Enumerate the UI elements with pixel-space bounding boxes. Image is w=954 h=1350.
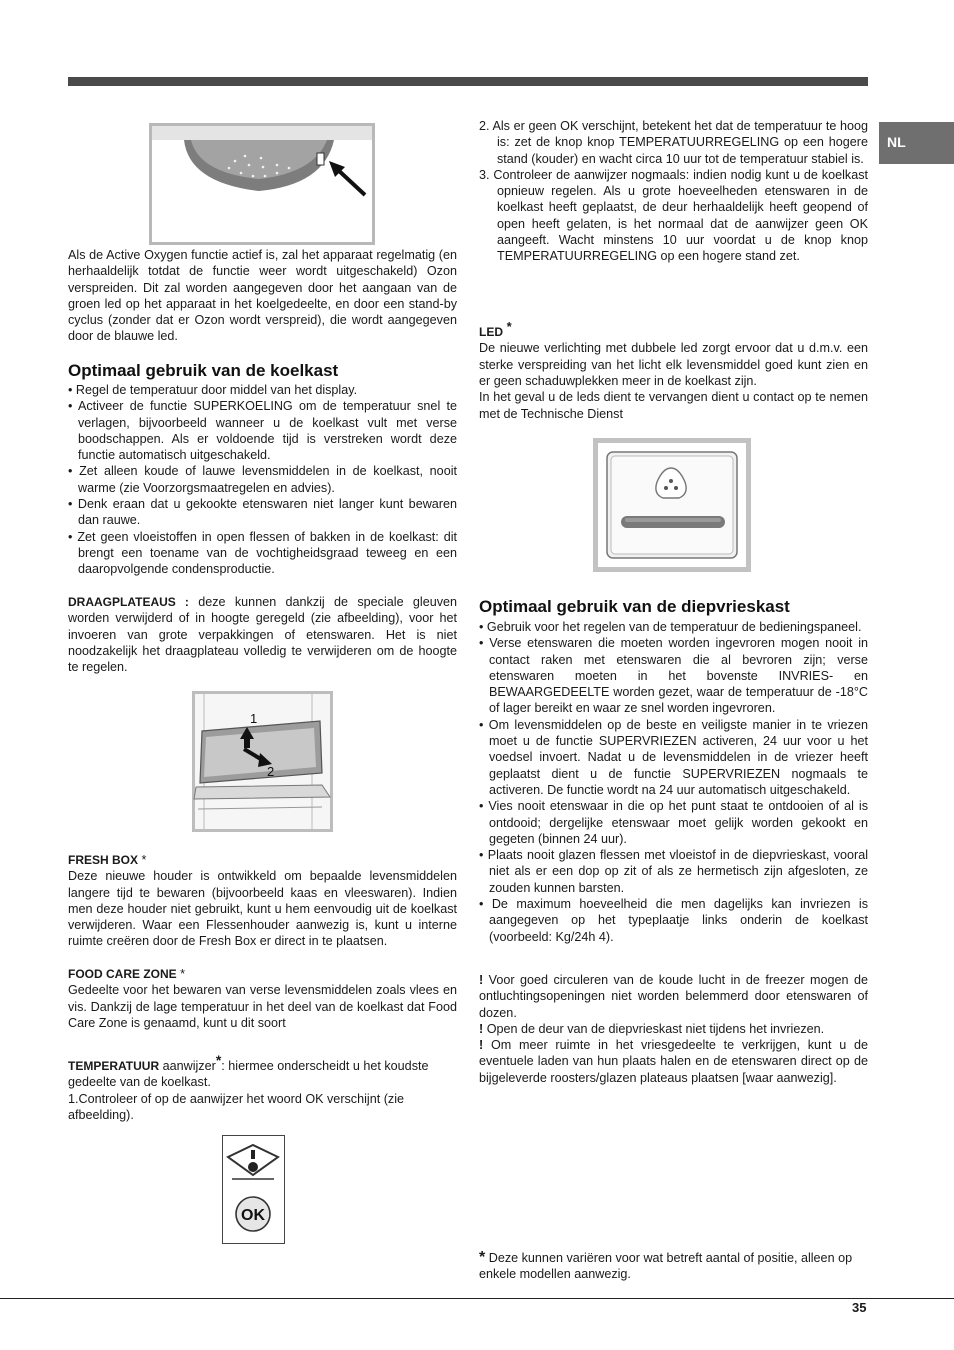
step-text: Als er geen OK verschijnt, betekent het dat de temperatuur te hoog is: zet de knop knop TEMPERATUURREGELING op een hogere stand (kouder) en wacht circa 10 uur tot de temperatuur stabiel is. bbox=[492, 119, 869, 166]
led-light-image bbox=[593, 438, 751, 572]
fridge-bullet: • Zet alleen koude of lauwe levensmiddelen in de koelkast, nooit warme (zie Voorzorgsmaatregelen en advies). bbox=[68, 464, 457, 495]
temperature-text-b: : hiermee onderscheidt u het koudste gedeelte van de koelkast. bbox=[68, 1059, 429, 1090]
step-text: Controleer de aanwijzer nogmaals: indien nodig kunt u de koelkast opnieuw regelen. Als u grote hoeveelheden etenswaren in de koelkast heeft geplaatst, de deur herhaaldelijk heeft geopend of open heeft gelaten, is het normaal dat de aanwijzer geen OK aangeeft. Wacht minstens 10 uur voordat u de knop knop TEMPERATUURREGELING op een hogere stand zet. bbox=[493, 167, 869, 264]
step-number: 3. bbox=[479, 167, 490, 182]
shelves-paragraph bbox=[68, 594, 457, 675]
warning-mark: ! bbox=[479, 1038, 484, 1053]
fridge-bullet: • Regel de temperatuur door middel van het display. bbox=[68, 383, 358, 397]
temperature-text-a: aanwijzer bbox=[159, 1059, 216, 1074]
temperature-step-3 bbox=[479, 167, 868, 265]
food-care-label: FOOD CARE ZONE bbox=[68, 967, 177, 981]
freezer-bullet: • Gebruik voor het regelen van de temperatuur de bedieningspaneel. bbox=[479, 620, 862, 634]
temperature-step-1: 1.Controleer of op de aanwijzer het woord OK verschijnt (zie afbeelding). bbox=[68, 1091, 404, 1123]
fridge-bullet: • Zet geen vloeistoffen in open flessen of bakken in de koelkast: dit brengt een toename van de vochtigheidsgraad teweeg en een daaropvolgende condensproductie. bbox=[68, 529, 457, 577]
temperature-label: TEMPERATUUR bbox=[68, 1059, 160, 1074]
footnote bbox=[479, 1250, 868, 1283]
warning-1 bbox=[479, 972, 868, 1021]
freezer-bullet: • Vies nooit etenswaar in die op het punt staat te ontdooien of al is ontdooid; dergelijke etenswaar moet gelijk worden gekookt en gegeten (binnen 24 uur). bbox=[479, 799, 868, 846]
warning-mark: ! bbox=[479, 973, 484, 987]
led-text: De nieuwe verlichting met dubbele led zorgt ervoor dat u d.m.v. een sterke verspreiding van het licht elk levensmiddel goed kunt zien en er geen schaduwplekken meer in de koelkast zijn. bbox=[479, 341, 868, 389]
freezer-bullet: • De maximum hoeveelheid die men dagelijks kan invriezen is aangegeven op het typeplaatje links onderin de koelkast (voorbeeld: Kg/24h 4). bbox=[479, 897, 868, 944]
fresh-box-text: Deze nieuwe houder is ontwikkeld om bepaalde levensmiddelen langere tijd te bewaren (bijvoorbeeld kaas en vleeswaren). Indien men deze houder niet gebruikt, kunt u hem eenvoudig uit de koelkast verwijderen. Waar een Flessenhouder aanwezig is, kunt u interne ruimte creëren door de Fresh Box er direct in te plaatsen. bbox=[68, 869, 457, 949]
language-tab: NL bbox=[879, 122, 954, 164]
active-oxygen-device-image bbox=[149, 123, 375, 245]
fridge-section-title: Optimaal gebruik van de koelkast bbox=[68, 361, 339, 380]
warning-text: Om meer ruimte in het vriesgedeelte te verkrijgen, kunt u de eventuele laden van hun plaats halen en de etenswaren direct op de bijgeleverde roosters/glazen plateaus plaatsen [waar aanwezig]. bbox=[479, 1038, 868, 1085]
warning-text: Open de deur van de diepvrieskast niet tijdens het invriezen. bbox=[483, 1021, 825, 1036]
food-care-heading bbox=[68, 966, 457, 982]
shelf-adjust-image bbox=[192, 691, 333, 832]
warning-2 bbox=[479, 1021, 868, 1037]
led-heading bbox=[479, 319, 868, 340]
food-care-text: Gedeelte voor het bewaren van verse levensmiddelen zoals vlees en vis. Dankzij de lage temperatuur in het deel van de koelkast dat Food Care Zone is genaamd, kunt u dit soort bbox=[68, 983, 457, 1030]
freezer-bullet: • Om levensmiddelen op de beste en veiligste manier in te vriezen moet u de functie SUPERVRIEZEN activeren, 24 uur voor u het voedsel invoert. Nadat u de levensmiddelen in de vriezer heeft geplaatst dient u de functie SUPERVRIEZEN nogmaals te activeren. De functie wordt na 24 uur automatisch uitgeschakeld. bbox=[479, 717, 868, 797]
shelf-label-1: 1 bbox=[250, 711, 258, 726]
warning-mark: ! bbox=[479, 1021, 484, 1036]
led-label: LED bbox=[479, 325, 503, 340]
temperature-paragraph bbox=[68, 1052, 457, 1091]
fresh-box-heading bbox=[68, 852, 457, 868]
fresh-box-label: FRESH BOX bbox=[68, 853, 139, 867]
freezer-section-title: Optimaal gebruik van de diepvrieskast bbox=[479, 597, 790, 616]
footer-rule bbox=[0, 1298, 954, 1299]
step-number: 2. bbox=[479, 119, 490, 133]
asterisk: * bbox=[176, 967, 186, 981]
fridge-bullet: • Activeer de functie SUPERKOELING om de temperatuur snel te verlagen, bijvoorbeeld wanneer u de koelkast vult met verse boodschappen. Als er voldoende tijd is verstreken wordt deze functie automatisch uitgeschakeld. bbox=[68, 399, 457, 463]
fridge-bullet: • Denk eraan dat u gekookte etenswaren niet langer kunt bewaren dan rauwe. bbox=[68, 497, 457, 528]
warning-text: Voor goed circuleren van de koude lucht in de freezer mogen de ontluchtingsopeningen niet worden belemmerd door etenswaren of dozen. bbox=[479, 973, 868, 1020]
led-text-2: In het geval u de leds dient te vervangen dient u contact op te nemen met de Technische Dienst bbox=[479, 390, 868, 421]
shelves-text: deze kunnen dankzij de speciale gleuven worden verwijderd of in hoogte geregeld (zie afbeelding), voor het invoeren van grote verpakkingen of etenswaren. Het is niet noodzakelijk het draagplateau volledig te verwijderen om de hoogte te regelen. bbox=[68, 595, 458, 675]
warning-3 bbox=[479, 1037, 868, 1086]
ok-text: OK bbox=[241, 1207, 265, 1224]
header-rule bbox=[68, 77, 868, 86]
asterisk: * bbox=[215, 1052, 222, 1068]
active-oxygen-paragraph: Als de Active Oxygen functie actief is, zal het apparaat regelmatig (en herhaaldelijk totdat de functie weer wordt uitgeschakeld) Ozon verspreiden. Dit zal worden aangegeven door het aangaan van de groen led op het apparaat in het koelgedeelte, en door een stand-by cyclus (zonder dat er Ozon wordt verspreid), die wordt aangegeven door de blauwe led. bbox=[68, 248, 457, 344]
asterisk: * bbox=[479, 1249, 486, 1266]
temperature-step-2 bbox=[479, 118, 868, 167]
asterisk: * bbox=[138, 853, 147, 867]
freezer-bullet: • Plaats nooit glazen flessen met vloeistof in de diepvrieskast, vooral niet als er een dop op zit of als ze hermetisch zijn afgesloten, ze zouden kunnen barsten. bbox=[479, 848, 868, 895]
shelf-label-2: 2 bbox=[267, 764, 275, 779]
footnote-text: Deze kunnen variëren voor wat betreft aantal of positie, alleen op enkele modellen aanwezig. bbox=[479, 1251, 853, 1282]
page-number: 35 bbox=[852, 1300, 867, 1315]
shelves-label: DRAAGPLATEAUS : bbox=[68, 595, 189, 609]
freezer-bullet: • Verse etenswaren die moeten worden ingevroren mogen nooit in contact raken met etenswaren die al bevroren zijn; verse etenswaren moeten in het bovenste INVRIES- en BEWAARGEDEELTE worden gezet, waar de temperatuur de -18°C of lager bereikt en waar ze snel worden ingevroren. bbox=[479, 636, 868, 716]
asterisk: * bbox=[503, 319, 512, 334]
ok-indicator-image bbox=[222, 1135, 285, 1244]
